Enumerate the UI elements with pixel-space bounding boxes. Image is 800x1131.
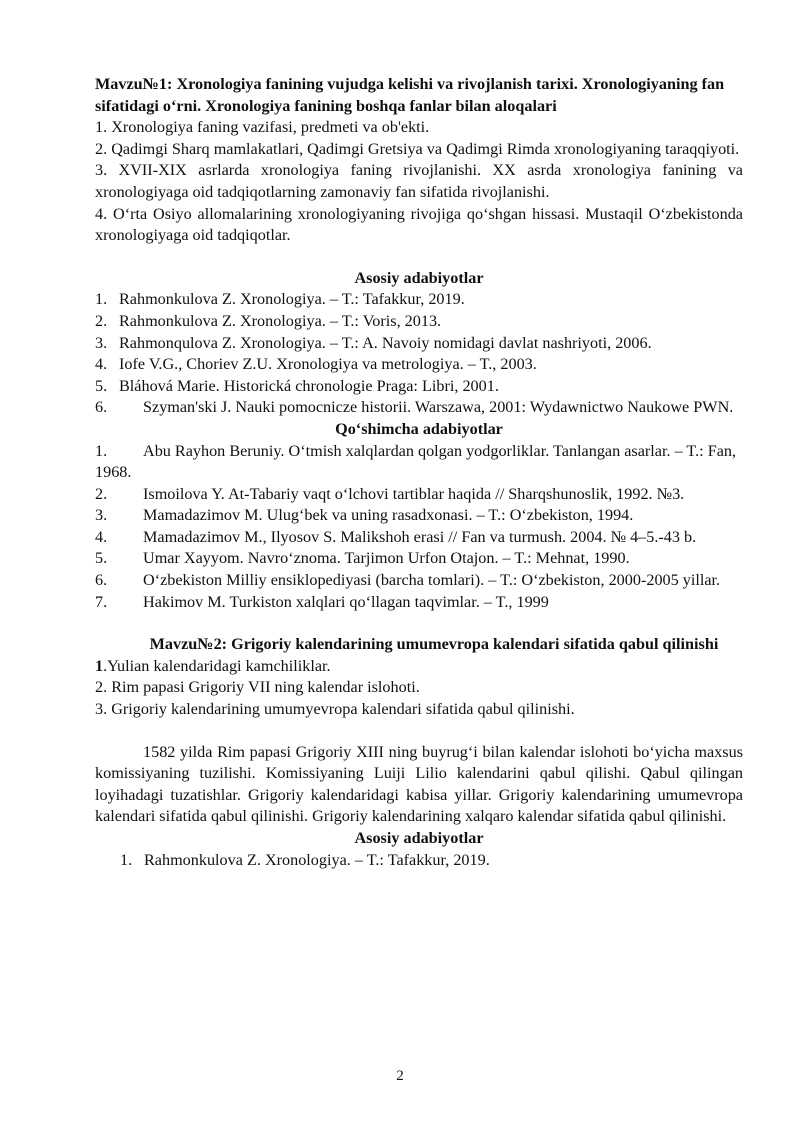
lit-item: 7. Hakimov M. Turkiston xalqlari qo‘llagan taqvimlar. – T., 1999: [95, 592, 549, 611]
topic1-question: 4. O‘rta Osiyo allomalarining xronologiyaning rivojiga qo‘shgan hissasi. Mustaqil O‘zbekistonda xronologiyaga oid tadqiqotlar.: [95, 204, 743, 245]
topic2-main-lit-heading: Asosiy adabiyotlar: [354, 829, 484, 847]
lit-item: 2. Rahmonkulova Z. Xronologiya. – T.: Voris, 2013.: [95, 311, 442, 330]
topic2-question: 1.Yulian kalendaridagi kamchiliklar.: [95, 656, 331, 675]
topic1-main-lit-heading: Asosiy adabiyotlar: [354, 268, 484, 287]
lit-item: 3. Mamadazimov M. Ulug‘bek va uning rasadxonasi. – T.: O‘zbekiston, 1994.: [95, 506, 634, 525]
topic2-question: 2. Rim papasi Grigoriy VII ning kalendar islohoti.: [95, 678, 420, 697]
topic2-paragraph: 1582 yilda Rim papasi Grigoriy XIII ning buyrug‘i bilan kalendar islohoti bo‘yicha maxsus komissiyaning tuzilishi. Komissiyaning Luiji Lilio kalendarini qabul qilishi. Qabul qilingan loyihadagi tuzatishlar. Grigoriy kalendaridagi kabisa yillar. Grigoriy kalendarining umumevropa kalendari sifatida qabul qilinishi. Grigoriy kalendarining xalqaro kalendar sifatida qabul qilinishi.: [95, 742, 743, 826]
lit-item: 4. Mamadazimov M., Ilyosov S. Malikshoh erasi // Fan va turmush. 2004. № 4–5.-43 b.: [95, 527, 697, 546]
topic2-main-lit-list: [95, 850, 743, 872]
topic1-questions: [95, 117, 743, 247]
lit-item: 3. Rahmonqulova Z. Xronologiya. – T.: A. Navoiy nomidagi davlat nashriyoti, 2006.: [95, 333, 652, 352]
lit-item: 5. Umar Xayyom. Navro‘znoma. Tarjimon Urfon Otajon. – T.: Mehnat, 1990.: [95, 549, 630, 568]
topic1-question: 2. Qadimgi Sharq mamlakatlari, Qadimgi Gretsiya va Qadimgi Rimda xronologiyaning taraqqiyoti.: [95, 139, 740, 158]
lit-item: 6. Szyman'ski J. Nauki pomocnicze historii. Warszawa, 2001: Wydawnictwo Naukowe PWN.: [95, 398, 734, 417]
lit-item: 1. Rahmonkulova Z. Xronologiya. – T.: Tafakkur, 2019.: [120, 850, 490, 869]
topic2-question: 3. Grigoriy kalendarining umumyevropa kalendari sifatida qabul qilinishi.: [95, 700, 575, 719]
lit-item: 1. Abu Rayhon Beruniy. O‘tmish xalqlardan qolgan yodgorliklar. Tanlangan asarlar. – T.: Fan, 1968.: [95, 441, 737, 482]
lit-item: 5. Bláhová Marie. Historická chronologie Praga: Libri, 2001.: [95, 376, 499, 395]
page-number: 2: [396, 1068, 404, 1084]
lit-item: 4. Iofe V.G., Choriev Z.U. Xronologiya va metrologiya. – T., 2003.: [95, 355, 537, 374]
topic1-extra-lit-list: [95, 441, 743, 614]
topic1-extra-lit-heading: Qo‘shimcha adabiyotlar: [335, 419, 503, 438]
topic1-title: Mavzu№1: Xronologiya fanining vujudga kelishi va rivojlanish tarixi. Xronologiyaning fan sifatidagi o‘rni. Xronologiya fanining boshqa fanlar bilan aloqalari: [95, 75, 725, 115]
topic2-title: Mavzu№2: Grigoriy kalendarining umumevropa kalendari sifatida qabul qilinishi: [149, 635, 719, 654]
lit-item: 6. O‘zbekiston Milliy ensiklopediyasi (barcha tomlari). – T.: O‘zbekiston, 2000-2005 yillar.: [95, 571, 721, 590]
topic2-questions: [95, 656, 743, 721]
lit-item: 1. Rahmonkulova Z. Xronologiya. – T.: Tafakkur, 2019.: [95, 290, 465, 309]
topic1-question: 1. Xronologiya faning vazifasi, predmeti va ob'ekti.: [95, 118, 430, 137]
document-page: [95, 74, 743, 871]
topic1-main-lit-list: [95, 289, 743, 419]
lit-item: 2. Ismoilova Y. At-Tabariy vaqt o‘lchovi tartiblar haqida // Sharqshunoslik, 1992. №3.: [95, 484, 685, 503]
topic1-question: 3. XVII-XIX asrlarda xronologiya faning rivojlanishi. XX asrda xronologiya fanining va xronologiyaga oid tadqiqotlarning zamonaviy fan sifatida rivojlanishi.: [95, 161, 743, 201]
